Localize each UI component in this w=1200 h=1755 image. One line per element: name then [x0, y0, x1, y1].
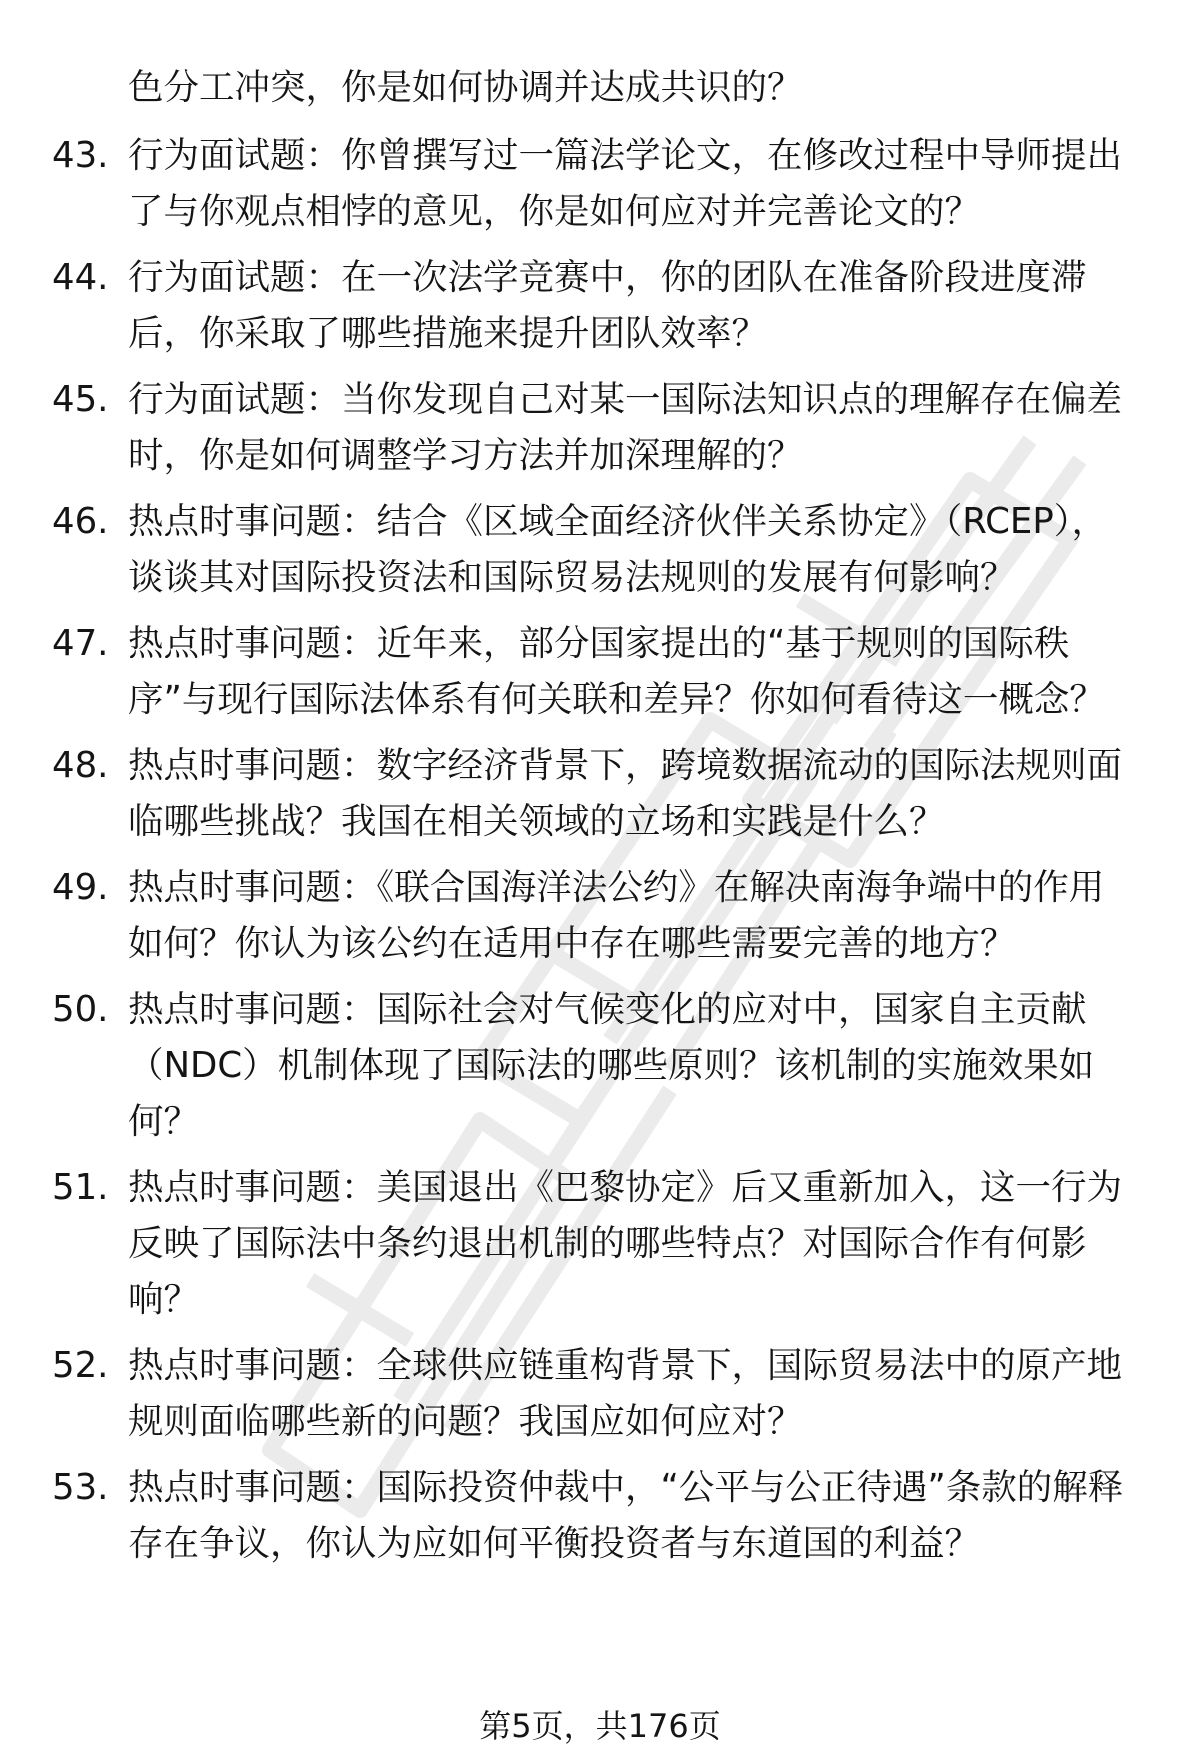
item-number: 53. — [52, 1467, 109, 1508]
item-text: 热点时事问题：全球供应链重构背景下，国际贸易法中的原产地规则面临哪些新的问题？我国应如何应对？ — [128, 1345, 1123, 1442]
page-number-footer: 第5页，共176页 — [479, 1707, 721, 1745]
continued-question-text: 色分工冲突，你是如何协调并达成共识的？ — [128, 67, 803, 108]
item-text: 行为面试题：你曾撰写过一篇法学论文，在修改过程中导师提出了与你观点相悖的意见，你是如何应对并完善论文的？ — [128, 135, 1123, 232]
item-number: 47. — [52, 623, 109, 664]
item-text: 热点时事问题：数字经济背景下，跨境数据流动的国际法规则面临哪些挑战？我国在相关领域的立场和实践是什么？ — [128, 745, 1123, 842]
item-number: 50. — [52, 989, 109, 1030]
item-text: 行为面试题：当你发现自己对某一国际法知识点的理解存在偏差时，你是如何调整学习方法并加深理解的？ — [128, 379, 1123, 476]
item-number: 44. — [52, 257, 109, 298]
item-number: 43. — [52, 135, 109, 176]
item-text: 热点时事问题：国际社会对气候变化的应对中，国家自主贡献（NDC）机制体现了国际法的哪些原则？该机制的实施效果如何？ — [128, 989, 1095, 1142]
item-text: 行为面试题：在一次法学竞赛中，你的团队在准备阶段进度滞后，你采取了哪些措施来提升团队效率？ — [128, 257, 1087, 354]
item-text: 热点时事问题：美国退出《巴黎协定》后又重新加入，这一行为反映了国际法中条约退出机制的哪些特点？对国际合作有何影响？ — [128, 1167, 1123, 1320]
item-text: 热点时事问题：近年来，部分国家提出的“基于规则的国际秩序”与现行国际法体系有何关联和差异？你如何看待这一概念？ — [128, 623, 1105, 720]
item-number: 46. — [52, 501, 109, 542]
item-number: 48. — [52, 745, 109, 786]
item-number: 49. — [52, 867, 109, 908]
item-text: 热点时事问题：结合《区域全面经济伙伴关系协定》（RCEP），谈谈其对国际投资法和国际贸易法规则的发展有何影响？ — [128, 501, 1108, 598]
item-number: 51. — [52, 1167, 109, 1208]
item-number: 52. — [52, 1345, 109, 1386]
item-number: 45. — [52, 379, 109, 420]
item-text: 热点时事问题：《联合国海洋法公约》在解决南海争端中的作用如何？你认为该公约在适用中存在哪些需要完善的地方？ — [128, 867, 1105, 964]
item-text: 热点时事问题：国际投资仲裁中，“公平与公正待遇”条款的解释存在争议，你认为应如何平衡投资者与东道国的利益？ — [128, 1467, 1124, 1564]
